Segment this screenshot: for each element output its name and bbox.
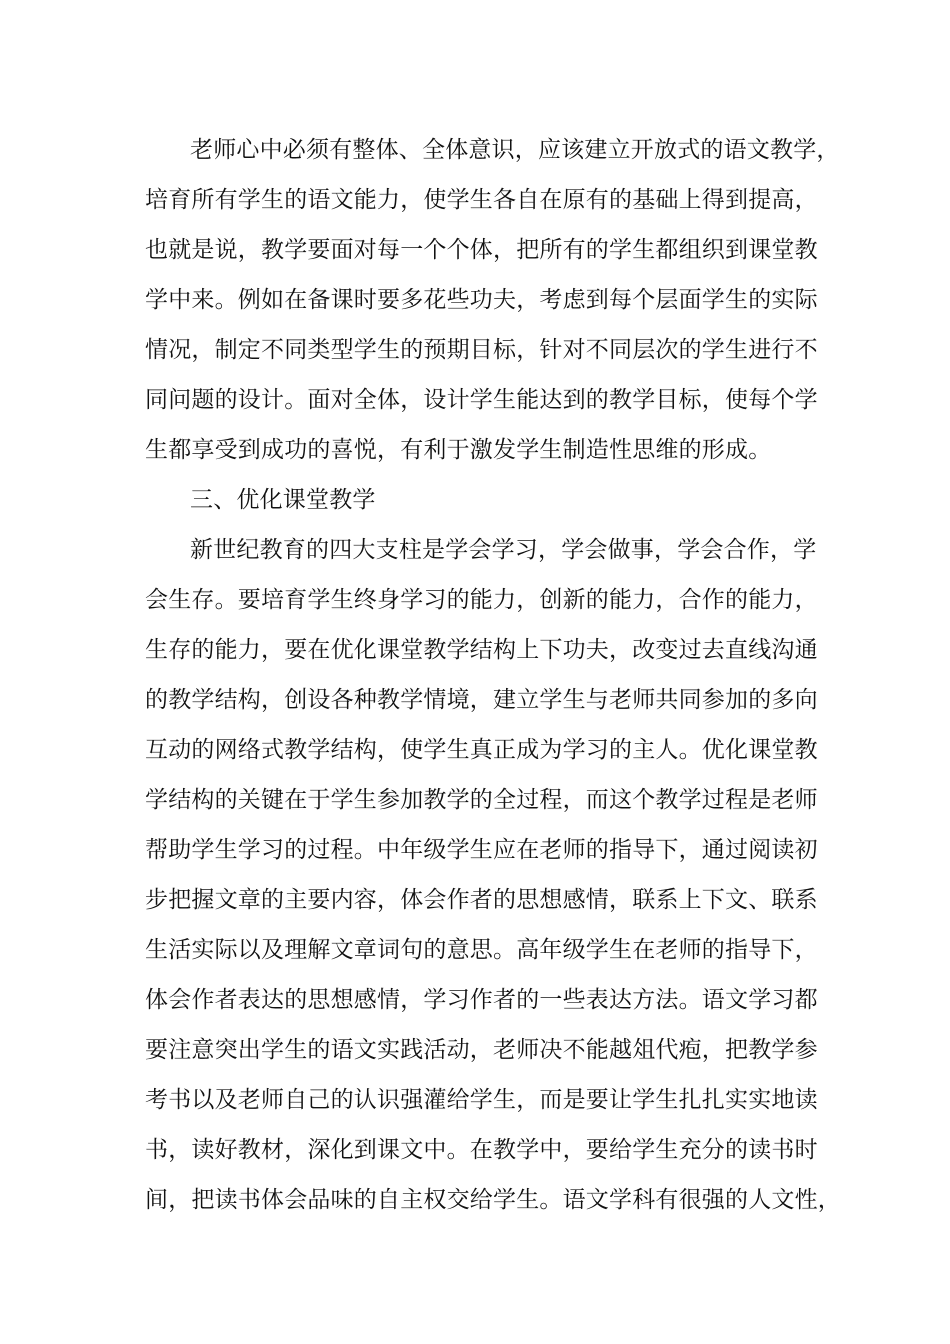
paragraph-1-line-1: 老师心中必须有整体、全体意识，应该建立开放式的语文教学， — [190, 137, 840, 163]
paragraph-1-line-4: 学中来。例如在备课时要多花些功夫，考虑到每个层面学生的实际 — [145, 287, 818, 313]
paragraph-2-line-10: 体会作者表达的思想感情，学习作者的一些表达方法。语文学习都 — [145, 987, 818, 1013]
paragraph-1-line-7: 生都享受到成功的喜悦，有利于激发学生制造性思维的形成。 — [145, 437, 772, 463]
paragraph-2-line-9: 生活实际以及理解文章词句的意思。高年级学生在老师的指导下， — [145, 937, 818, 963]
paragraph-2-line-8: 步把握文章的主要内容，体会作者的思想感情，联系上下文、联系 — [145, 887, 818, 913]
paragraph-2-line-12: 考书以及老师自己的认识强灌给学生，而是要让学生扎扎实实地读 — [145, 1087, 818, 1113]
paragraph-2-line-3: 生存的能力，要在优化课堂教学结构上下功夫，改变过去直线沟通 — [145, 637, 818, 663]
paragraph-2-line-1: 新世纪教育的四大支柱是学会学习，学会做事，学会合作，学 — [190, 537, 817, 563]
paragraph-1-line-6: 同问题的设计。面对全体，设计学生能达到的教学目标，使每个学 — [145, 387, 818, 413]
section-heading: 三、优化课堂教学 — [190, 487, 376, 513]
paragraph-2-line-11: 要注意突出学生的语文实践活动，老师决不能越俎代疱，把教学参 — [145, 1037, 818, 1063]
paragraph-2-line-5: 互动的网络式教学结构，使学生真正成为学习的主人。优化课堂教 — [145, 737, 818, 763]
paragraph-1-line-3: 也就是说，教学要面对每一个个体，把所有的学生都组织到课堂教 — [145, 237, 818, 263]
paragraph-2-line-4: 的教学结构，创设各种教学情境，建立学生与老师共同参加的多向 — [145, 687, 818, 713]
paragraph-2-line-2: 会生存。要培育学生终身学习的能力，创新的能力，合作的能力， — [145, 587, 818, 613]
paragraph-2-line-13: 书，读好教材，深化到课文中。在教学中，要给学生充分的读书时 — [145, 1137, 818, 1163]
paragraph-2-line-14: 间，把读书体会品味的自主权交给学生。语文学科有很强的人文性， — [145, 1187, 841, 1213]
paragraph-2-line-7: 帮助学生学习的过程。中年级学生应在老师的指导下，通过阅读初 — [145, 837, 818, 863]
paragraph-1-line-5: 情况，制定不同类型学生的预期目标，针对不同层次的学生进行不 — [145, 337, 818, 363]
paragraph-2-line-6: 学结构的关键在于学生参加教学的全过程，而这个教学过程是老师 — [145, 787, 818, 813]
paragraph-1-line-2: 培育所有学生的语文能力，使学生各自在原有的基础上得到提高， — [145, 187, 818, 213]
